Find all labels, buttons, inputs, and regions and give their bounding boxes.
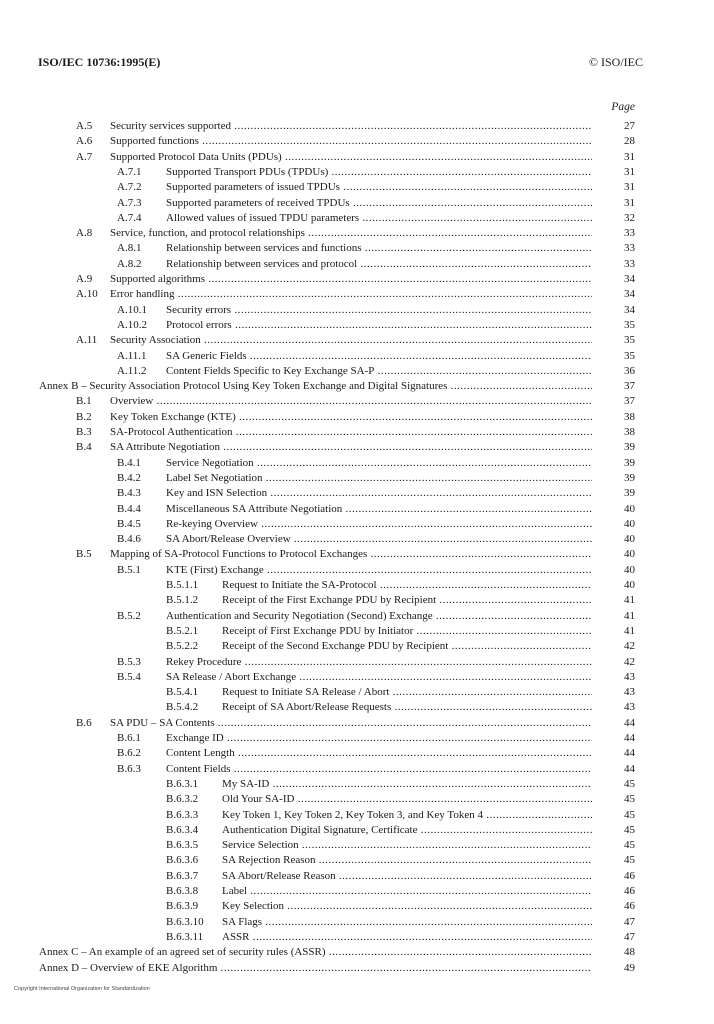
toc-entry-page: 46	[624, 869, 635, 882]
copyright-mark: © ISO/IEC	[588, 55, 643, 69]
toc-entry-number: A.10	[76, 288, 98, 301]
toc-entry-title: Relationship between services and protocol .....	[166, 257, 592, 272]
toc-entry[interactable]	[0, 731, 714, 746]
toc-entry[interactable]	[0, 639, 714, 654]
toc-entry-number: B.5.2.1	[166, 624, 199, 637]
toc-entry-number: B.5.1.2	[166, 594, 199, 607]
toc-entry[interactable]	[0, 333, 714, 348]
toc-entry-title: Receipt of SA Abort/Release Requests .....	[222, 700, 592, 715]
toc-entry-title: ASSR .....	[222, 930, 592, 945]
footer-copyright: Copyright International Organization for Standardization	[14, 986, 150, 992]
toc-entry-number: B.5.4	[117, 670, 141, 683]
toc-entry-title: Key and ISN Selection .....	[166, 486, 592, 501]
document-id: ISO/IEC 10736:1995(E)	[38, 55, 161, 69]
toc-entry-page: 28	[624, 135, 635, 148]
toc-entry-title: Annex C – An example of an agreed set of security rules (ASSR) .....	[39, 945, 592, 960]
toc-entry-title: Receipt of First Exchange PDU by Initiator .....	[222, 624, 592, 639]
toc-entry-number: B.6.3.4	[166, 823, 199, 836]
toc-entry-title: SA-Protocol Authentication .....	[110, 425, 592, 440]
toc-entry[interactable]	[0, 517, 714, 532]
toc-entry-number: B.5.4.1	[166, 686, 199, 699]
toc-entry-number: B.4.6	[117, 533, 141, 546]
toc-entry-title: Key Selection .....	[222, 899, 592, 914]
page-column-heading: Page	[611, 101, 635, 113]
toc-entry[interactable]	[0, 547, 714, 562]
toc-entry[interactable]	[0, 318, 714, 333]
toc-entry-title: Label Set Negotiation .....	[166, 471, 592, 486]
toc-entry-page: 39	[624, 441, 635, 454]
toc-entry[interactable]	[0, 440, 714, 455]
toc-entry-title: Supported Protocol Data Units (PDUs) .....	[110, 150, 592, 165]
toc-entry-title: Exchange ID .....	[166, 731, 592, 746]
toc-entry-page: 43	[624, 701, 635, 714]
toc-entry-title: SA Abort/Release Overview .....	[166, 532, 592, 547]
toc-entry-title: Service Selection .....	[222, 838, 592, 853]
toc-entry-page: 44	[624, 747, 635, 760]
toc-entry-page: 49	[624, 961, 635, 974]
toc-entry-number: B.5.3	[117, 655, 141, 668]
toc-entry[interactable]	[0, 823, 714, 838]
toc-entry-title: SA PDU – SA Contents .....	[110, 716, 592, 731]
toc-entry-title: Authentication Digital Signature, Certificate .....	[222, 823, 592, 838]
toc-entry-number: B.4.4	[117, 502, 141, 515]
toc-entry-title: Rekey Procedure .....	[166, 655, 592, 670]
toc-entry-page: 47	[624, 915, 635, 928]
toc-entry-number: B.5.2	[117, 609, 141, 622]
toc-entry-title: Request to Initiate SA Release / Abort .....	[222, 685, 592, 700]
toc-entry[interactable]	[0, 287, 714, 302]
toc-entry[interactable]	[0, 410, 714, 425]
toc-entry-title: KTE (First) Exchange .....	[166, 563, 592, 578]
toc-entry-page: 34	[624, 273, 635, 285]
toc-entry[interactable]	[0, 379, 714, 394]
toc-entry-page: 44	[624, 716, 635, 729]
toc-entry-number: B.5	[76, 548, 92, 561]
toc-entry-number: B.4.5	[117, 517, 141, 530]
toc-entry-number: A.8.1	[117, 242, 142, 255]
toc-entry-title: SA Flags .....	[222, 915, 592, 930]
toc-entry-number: A.11.1	[117, 349, 147, 362]
toc-entry-page: 44	[624, 732, 635, 744]
toc-entry[interactable]	[0, 808, 714, 823]
toc-entry-title: Security services supported .....	[110, 119, 592, 134]
toc-entry-number: B.5.2.2	[166, 640, 199, 653]
toc-entry-title: Old Your SA-ID .....	[222, 792, 592, 807]
toc-entry-number: A.9	[76, 273, 93, 285]
toc-entry[interactable]	[0, 532, 714, 547]
toc-entry-title: SA Rejection Reason .....	[222, 853, 592, 868]
toc-entry[interactable]	[0, 578, 714, 593]
toc-entry-page: 40	[624, 563, 635, 576]
toc-entry-number: A.8	[76, 227, 93, 240]
toc-entry-page: 42	[624, 655, 635, 668]
toc-entry[interactable]	[0, 257, 714, 272]
toc-entry-page: 40	[624, 533, 635, 546]
toc-entry-number: B.2	[76, 410, 92, 423]
toc-entry-title: Annex B – Security Association Protocol Using Key Token Exchange and Digital Signatures .....	[39, 379, 592, 394]
toc-entry-page: 38	[624, 410, 635, 423]
toc-entry[interactable]	[0, 471, 714, 486]
toc-entry[interactable]	[0, 961, 714, 976]
toc-entry[interactable]	[0, 624, 714, 639]
toc-entry-title: Content Fields Specific to Key Exchange SA-P .....	[166, 364, 592, 379]
toc-entry-page: 41	[624, 609, 635, 622]
toc-entry[interactable]	[0, 869, 714, 884]
toc-entry[interactable]	[0, 915, 714, 930]
toc-entry-title: Error handling .....	[110, 287, 592, 302]
toc-entry[interactable]	[0, 792, 714, 807]
toc-entry[interactable]	[0, 685, 714, 700]
toc-entry-page: 47	[624, 930, 635, 943]
toc-entry-page: 42	[624, 640, 635, 653]
toc-entry-page: 33	[624, 227, 635, 240]
toc-entry-page: 37	[624, 380, 635, 393]
toc-entry[interactable]	[0, 746, 714, 761]
toc-entry-page: 38	[624, 426, 635, 438]
toc-entry-number: B.4.1	[117, 456, 141, 469]
toc-entry[interactable]	[0, 899, 714, 914]
toc-entry[interactable]	[0, 425, 714, 440]
toc-entry-title: Security errors .....	[166, 303, 592, 318]
toc-entry-page: 39	[624, 456, 635, 469]
toc-entry-number: A.5	[76, 120, 93, 132]
toc-entry-number: B.4	[76, 441, 92, 454]
toc-entry-number: A.11	[76, 334, 98, 347]
toc-entry-title: Supported parameters of received TPDUs .....	[166, 196, 592, 211]
toc-entry-title: Protocol errors .....	[166, 318, 592, 333]
toc-entry-page: 31	[624, 165, 635, 178]
toc-entry-number: B.6.3.1	[166, 777, 199, 790]
toc-entry-page: 45	[624, 793, 635, 806]
toc-entry-number: B.6.3.2	[166, 793, 199, 806]
toc-entry-title: Service, function, and protocol relationships .....	[110, 226, 592, 241]
toc-entry-title: Re-keying Overview .....	[166, 517, 592, 532]
toc-entry-page: 37	[624, 395, 635, 408]
toc-entry[interactable]	[0, 762, 714, 777]
toc-entry-title: SA Attribute Negotiation .....	[110, 440, 592, 455]
toc-entry-page: 40	[624, 517, 635, 530]
toc-entry-page: 36	[624, 364, 635, 377]
toc-entry-number: A.8.2	[117, 257, 142, 270]
toc-entry-number: B.1	[76, 395, 92, 408]
toc-entry-title: Security Association .....	[110, 333, 592, 348]
toc-entry-page: 33	[624, 242, 635, 255]
toc-entry-title: Mapping of SA-Protocol Functions to Protocol Exchanges .....	[110, 547, 592, 562]
toc-entry-title: My SA-ID .....	[222, 777, 592, 792]
toc-entry-number: A.10.2	[117, 318, 147, 331]
toc-entry-page: 34	[624, 288, 635, 301]
toc-entry-number: B.5.1.1	[166, 579, 199, 591]
toc-entry[interactable]	[0, 165, 714, 180]
toc-entry-page: 35	[624, 349, 635, 362]
toc-entry[interactable]	[0, 777, 714, 792]
toc-entry-title: Content Length .....	[166, 746, 592, 761]
toc-entry[interactable]	[0, 930, 714, 945]
toc-entry-title: Allowed values of issued TPDU parameters .....	[166, 211, 592, 226]
toc-entry-title: Label .....	[222, 884, 592, 899]
toc-entry-page: 48	[624, 946, 635, 959]
toc-entry[interactable]	[0, 853, 714, 868]
toc-entry-title: Relationship between services and functions .....	[166, 241, 592, 256]
toc-entry-page: 35	[624, 318, 635, 331]
toc-entry[interactable]	[0, 593, 714, 608]
toc-entry-title: Overview .....	[110, 394, 592, 409]
toc-entry-number: A.6	[76, 135, 93, 148]
toc-entry-title: Service Negotiation .....	[166, 456, 592, 471]
toc-entry-page: 46	[624, 900, 635, 913]
toc-entry-number: A.7.2	[117, 181, 142, 194]
toc-entry-page: 40	[624, 548, 635, 561]
toc-entry-number: B.5.4.2	[166, 701, 199, 714]
toc-entry[interactable]	[0, 502, 714, 517]
toc-entry-number: B.6.3.6	[166, 854, 199, 867]
toc-entry-number: B.6.3.8	[166, 885, 199, 897]
toc-entry[interactable]	[0, 609, 714, 624]
toc-entry-title: Annex D – Overview of EKE Algorithm .....	[39, 961, 592, 976]
toc-entry-page: 33	[624, 257, 635, 270]
toc-entry[interactable]	[0, 563, 714, 578]
toc-entry-number: A.10.1	[117, 303, 147, 316]
toc-entry[interactable]	[0, 119, 714, 134]
toc-entry[interactable]	[0, 226, 714, 241]
toc-entry-title: Key Token 1, Key Token 2, Key Token 3, and Key Token 4 .....	[222, 808, 592, 823]
toc-entry-page: 40	[624, 579, 635, 591]
toc-entry[interactable]	[0, 670, 714, 685]
toc-entry-number: B.6.3.3	[166, 808, 199, 821]
toc-entry-title: SA Generic Fields .....	[166, 349, 592, 364]
toc-entry[interactable]	[0, 486, 714, 501]
toc-entry-page: 31	[624, 181, 635, 194]
toc-entry-number: B.6.1	[117, 732, 141, 744]
toc-entry-page: 35	[624, 334, 635, 347]
toc-entry[interactable]	[0, 241, 714, 256]
toc-entry-page: 39	[624, 487, 635, 500]
toc-entry-title: Receipt of the Second Exchange PDU by Recipient .....	[222, 639, 592, 654]
toc-entry[interactable]	[0, 303, 714, 318]
toc-entry-page: 31	[624, 150, 635, 163]
toc-entry-title: Supported algorithms .....	[110, 272, 592, 287]
toc-entry[interactable]	[0, 349, 714, 364]
toc-entry-title: Supported functions .....	[110, 134, 592, 149]
toc-entry-page: 34	[624, 303, 635, 316]
toc-entry-page: 44	[624, 762, 635, 775]
toc-entry-number: B.6.3	[117, 762, 141, 775]
toc-entry[interactable]	[0, 196, 714, 211]
toc-entry[interactable]	[0, 655, 714, 670]
toc-entry[interactable]	[0, 134, 714, 149]
toc-entry-number: B.6.3.7	[166, 869, 199, 882]
toc-entry-number: B.6.3.11	[166, 930, 204, 943]
toc-entry-title: Miscellaneous SA Attribute Negotiation .....	[166, 502, 592, 517]
toc-entry-page: 46	[624, 885, 635, 897]
toc-entry-number: B.6.2	[117, 747, 141, 760]
toc-entry[interactable]	[0, 364, 714, 379]
toc-entry[interactable]	[0, 394, 714, 409]
toc-entry-title: SA Abort/Release Reason .....	[222, 869, 592, 884]
toc-entry[interactable]	[0, 272, 714, 287]
toc-entry-page: 31	[624, 196, 635, 209]
toc-entry-page: 43	[624, 686, 635, 699]
toc-entry[interactable]	[0, 716, 714, 731]
toc-entry-number: B.4.3	[117, 487, 141, 500]
toc-entry-title: Supported Transport PDUs (TPDUs) .....	[166, 165, 592, 180]
toc-entry-number: B.6.3.5	[166, 839, 199, 852]
toc-entry-page: 45	[624, 854, 635, 867]
toc-entry-title: Request to Initiate the SA-Protocol .....	[222, 578, 592, 593]
toc-entry-number: B.6	[76, 716, 92, 729]
toc-entry-page: 43	[624, 670, 635, 683]
toc-entry-title: Receipt of the First Exchange PDU by Recipient .....	[222, 593, 592, 608]
toc-entry-title: Authentication and Security Negotiation (Second) Exchange .....	[166, 609, 592, 624]
toc-entry-page: 39	[624, 471, 635, 484]
toc-entry[interactable]	[0, 945, 714, 960]
toc-entry-number: A.7.3	[117, 196, 142, 209]
toc-entry-page: 32	[624, 211, 635, 224]
toc-entry-number: A.7.4	[117, 211, 142, 224]
toc-entry-number: B.6.3.9	[166, 900, 199, 913]
toc-entry-number: B.6.3.10	[166, 915, 204, 928]
toc-entry-number: B.4.2	[117, 471, 141, 484]
toc-entry-page: 45	[624, 808, 635, 821]
toc-entry[interactable]	[0, 150, 714, 165]
toc-entry-title: Content Fields .....	[166, 762, 592, 777]
toc-entry-number: B.3	[76, 426, 92, 438]
toc-entry[interactable]	[0, 456, 714, 471]
toc-entry[interactable]	[0, 700, 714, 715]
toc-entry-page: 41	[624, 594, 635, 607]
toc-entry-page: 45	[624, 823, 635, 836]
toc-entry-title: Supported parameters of issued TPDUs .....	[166, 180, 592, 195]
toc-entry[interactable]	[0, 180, 714, 195]
toc-entry-page: 45	[624, 777, 635, 790]
toc-entry-page: 41	[624, 624, 635, 637]
toc-entry-number: B.5.1	[117, 563, 141, 576]
toc-entry[interactable]	[0, 884, 714, 899]
toc-entry[interactable]	[0, 838, 714, 853]
toc-entry-page: 40	[624, 502, 635, 515]
toc-entry-number: A.11.2	[117, 364, 147, 377]
toc-entry-title: Key Token Exchange (KTE) .....	[110, 410, 592, 425]
toc-entry[interactable]	[0, 211, 714, 226]
toc-entry-page: 27	[624, 120, 635, 132]
toc-entry-page: 45	[624, 839, 635, 852]
toc-entry-number: A.7	[76, 150, 93, 163]
toc-entry-title: SA Release / Abort Exchange .....	[166, 670, 592, 685]
toc-entry-number: A.7.1	[117, 165, 142, 178]
